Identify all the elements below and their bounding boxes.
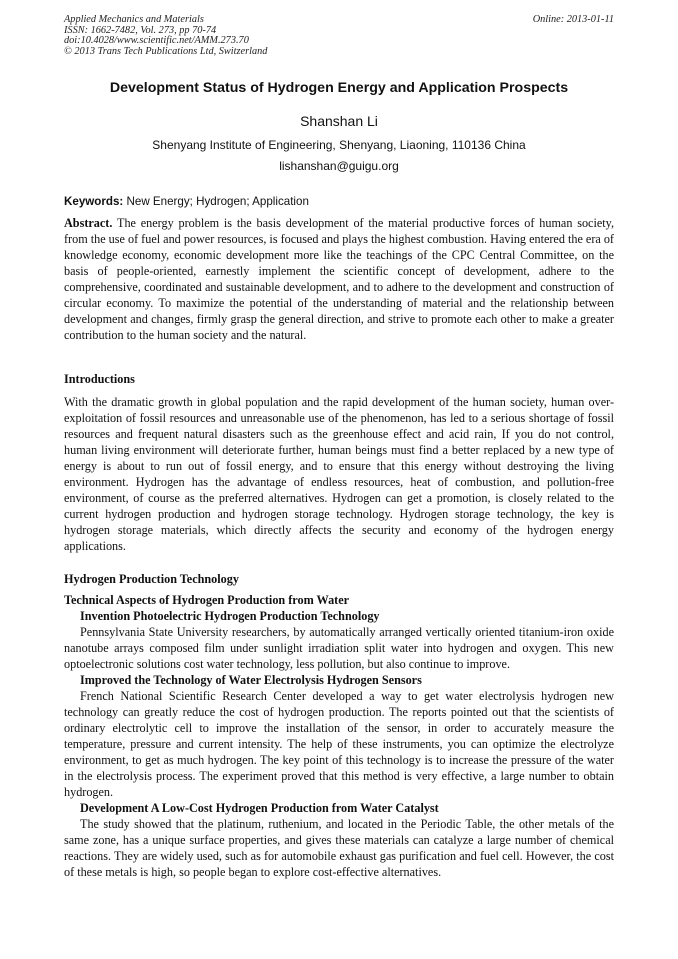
journal-header: [64, 15, 267, 57]
introductions-paragraph: With the dramatic growth in global population and the rapid development of the human society, human over-exploitation of fossil resources and unreasonable use of the phenomenon, has led to a serious shortage of fossil resources and frequent natural disasters such as the greenhouse effect and acid rain, If you do not control, human living environment will deteriorate further, human beings must find a better replaced by a new type of energy is about to run out of fossil energy, and to ensure that this energy without destroying the living environment. Hydrogen has the advantage of endless resources, heat of combustion, and pollution-free environment, of course as the preferred alternatives. Hydrogen can get a promotion, is closely related to the current hydrogen production and hydrogen storage technology. Hydrogen storage technology, the key is hydrogen storage materials, which directly affects the security and economy of the hydrogen energy applications.: [64, 395, 614, 553]
journal-copyright: © 2013 Trans Tech Publications Ltd, Switzerland: [64, 45, 268, 57]
online-date: Online: 2013-01-11: [532, 14, 614, 25]
abstract-text: The energy problem is the basis development of the material productive forces of human society, from the use of fuel and power resources, is focused and plays the highest combustion. Having entered the era of knowledge economy, economic development more like the teachings of the CPC Central Committee, on the basis of people-oriented, earnestly implement the scientific concept of development, adhere to the comprehensive, coordinated and sustainable development, and to adhere to the development and construction of circular economy. To maximize the potential of the understanding of material and the relationship between development and changes, firmly grasp the general direction, and strive to promote each other to make a greater contribution to the human society and the natural.: [64, 216, 614, 342]
production-subheading: Technical Aspects of Hydrogen Production from Water: [64, 593, 350, 607]
abstract-label: Abstract.: [64, 216, 113, 230]
production-heading: Hydrogen Production Technology: [64, 572, 239, 586]
journal-doi[interactable]: doi:10.4028/www.scientific.net/AMM.273.70: [64, 35, 249, 47]
subsection-paragraph: The study showed that the platinum, ruthenium, and located in the Periodic Table, the other metals of the same zone, has a unique surface properties, and gives these materials can catalyze a large number of chemical reactions. They are widely used, such as for automobile exhaust gas purification and fuel cell. However, the cost of these metals is high, so people began to explore cost-effective alternatives.: [64, 817, 614, 879]
production-section: [64, 592, 614, 880]
author-name: Shanshan Li: [300, 113, 378, 129]
keywords-line: [64, 195, 309, 208]
subsection-paragraph: Pennsylvania State University researchers, by automatically arranged vertically oriented titanium-iron oxide nanotube arrays composed film under sunlight irradiation split water into hydrogen and oxygen. This new optoelectronic solutions cost water technology, less pollution, but also continue to improve.: [64, 625, 614, 671]
subsection-title: Improved the Technology of Water Electrolysis Hydrogen Sensors: [80, 673, 422, 687]
keywords-label: Keywords:: [64, 195, 124, 208]
keywords-text: New Energy; Hydrogen; Application: [126, 195, 309, 208]
paper-title: Development Status of Hydrogen Energy and Application Prospects: [109, 80, 569, 96]
subsection-title: Invention Photoelectric Hydrogen Production Technology: [80, 609, 380, 623]
journal-name: Applied Mechanics and Materials: [64, 14, 204, 25]
abstract: [64, 215, 614, 343]
subsection-paragraph: French National Scientific Research Center developed a way to get water electrolysis hydrogen new technology can greatly reduce the cost of hydrogen production. The reports pointed out that the scientists of ordinary electrolytic cell to improve the installation of the sensor, in order to accurately measure the temperature, pressure and current intensity. The help of these instruments, you can optimize the electrolyze environment, to get as much hydrogen. The key point of this technology is to increase the pressure of the water in the electrolysis process. The experiment proved that this method is very effective, a large number to obtain hydrogen.: [64, 689, 614, 799]
author-email[interactable]: lishanshan@guigu.org: [279, 159, 399, 173]
introductions-heading: Introductions: [64, 372, 135, 386]
author-affiliation: Shenyang Institute of Engineering, Shenyang, Liaoning, 110136 China: [152, 138, 526, 152]
subsection-title: Development A Low-Cost Hydrogen Production from Water Catalyst: [80, 801, 439, 815]
journal-issn: ISSN: 1662-7482, Vol. 273, pp 70-74: [64, 24, 217, 36]
